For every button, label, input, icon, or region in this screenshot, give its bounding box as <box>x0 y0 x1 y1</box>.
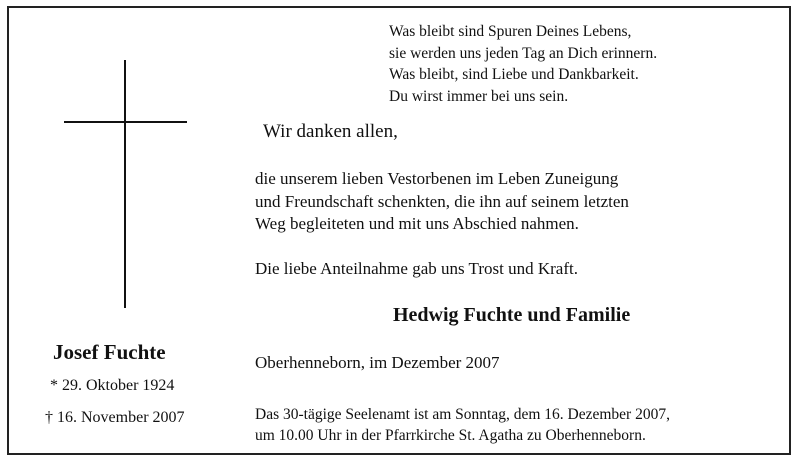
deceased-name: Josef Fuchte <box>53 340 166 364</box>
mass-notice-line: Das 30-tägige Seelenamt ist am Sonntag, dem 16. Dezember 2007, <box>255 406 670 423</box>
thanks-paragraph-line: Weg begleiteten und mit uns Abschied nahmen. <box>255 214 579 233</box>
mass-notice <box>255 404 670 446</box>
thanks-paragraph <box>255 168 629 236</box>
poem-line: Was bleibt sind Spuren Deines Lebens, <box>389 23 632 40</box>
death-date: † 16. November 2007 <box>45 409 185 426</box>
thanks-heading: Wir danken allen, <box>263 121 398 142</box>
signer-name: Hedwig Fuchte und Familie <box>393 304 631 326</box>
cross-horizontal-bar <box>64 121 187 123</box>
birth-date: * 29. Oktober 1924 <box>50 377 175 394</box>
thanks-paragraph-line: die unserem lieben Vestorbenen im Leben Zuneigung <box>255 169 619 188</box>
mass-notice-line: um 10.00 Uhr in der Pfarrkirche St. Agatha zu Oberhenneborn. <box>255 427 646 444</box>
poem-line: Du wirst immer bei uns sein. <box>389 87 569 105</box>
place-date: Oberhenneborn, im Dezember 2007 <box>255 353 500 372</box>
cross-vertical-bar <box>124 60 126 308</box>
condolence-note: Die liebe Anteilnahme gab uns Trost und Kraft. <box>255 259 578 278</box>
poem <box>389 21 657 107</box>
thanks-paragraph-line: und Freundschaft schenkten, die ihn auf seinem letzten <box>255 191 629 211</box>
poem-line: Was bleibt, sind Liebe und Dankbarkeit. <box>389 66 639 83</box>
poem-line: sie werden uns jeden Tag an Dich erinnern. <box>389 44 658 62</box>
